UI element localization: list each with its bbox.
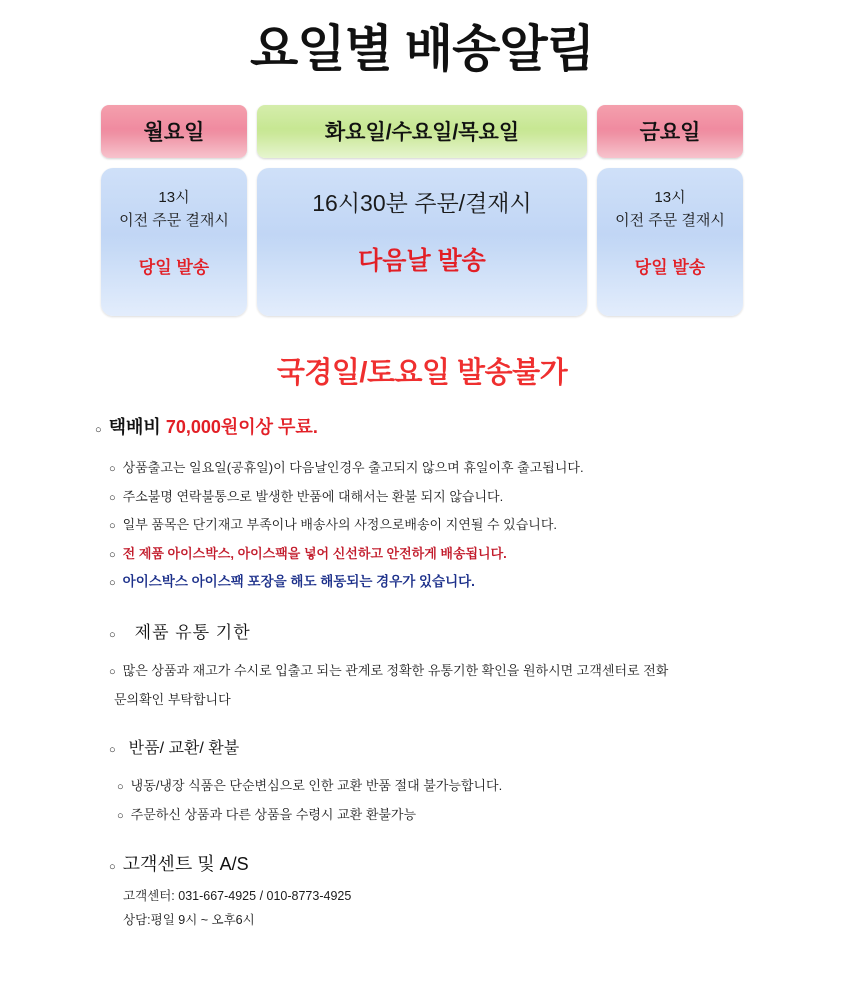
list-item — [95, 487, 749, 507]
time-line2-monday: 이전 주문 결재시 — [119, 212, 229, 230]
time-line1-midweek: 16시30분 주문/결재시 — [312, 190, 532, 216]
day-box-monday — [101, 105, 247, 158]
bullet-circle-icon: ○ — [109, 548, 116, 561]
returns-heading: 반품/ 교환/ 환불 — [128, 740, 240, 758]
bullet-circle-icon: ○ — [109, 629, 116, 642]
support-heading: 고객센트 및 A/S — [122, 854, 249, 875]
list-item-shipping-fee — [95, 413, 749, 439]
list-item — [95, 544, 749, 564]
time-line2-friday: 이전 주문 결재시 — [615, 212, 725, 230]
list-item — [95, 458, 749, 478]
shipping-fee-highlight: 70,000원이상 무료. — [165, 417, 318, 437]
returns-note-2: 주문하신 상품과 다른 상품을 수령시 교환 환불가능 — [130, 806, 417, 822]
bullet-circle-icon: ○ — [109, 577, 116, 589]
section-heading-support — [95, 850, 749, 876]
day-label-monday: 월요일 — [143, 121, 205, 144]
body-content — [0, 413, 844, 933]
time-box-midweek — [257, 168, 587, 316]
shipping-note-3: 일부 품목은 단기재고 부족이나 배송사의 사정으로배송이 지연될 수 있습니다. — [122, 517, 558, 532]
time-box-friday — [597, 168, 743, 316]
shipping-note-thaw: 아이스박스 아이스팩 포장을 해도 해동되는 경우가 있습니다. — [122, 574, 475, 589]
result-friday: 당일 발송 — [634, 257, 706, 277]
returns-note-1: 냉동/냉장 식품은 단순변심으로 인한 교환 반품 절대 불가능합니다. — [130, 778, 503, 794]
time-detail-row — [0, 168, 844, 316]
bullet-circle-icon: ○ — [109, 520, 116, 532]
list-item — [95, 776, 749, 796]
bullet-circle-icon: ○ — [95, 424, 102, 436]
section-heading-expiry — [95, 618, 749, 643]
time-box-monday — [101, 168, 247, 316]
bullet-circle-icon: ○ — [109, 666, 116, 679]
bullet-circle-icon: ○ — [117, 809, 124, 822]
shipping-note-2: 주소불명 연락불통으로 발생한 반품에 대해서는 환불 되지 않습니다. — [122, 488, 504, 504]
day-box-friday — [597, 105, 743, 158]
result-monday: 당일 발송 — [138, 257, 210, 277]
holiday-notice: 국경일/토요일 발송불가 — [276, 357, 568, 389]
shipping-note-icebox: 전 제품 아이스박스, 아이스팩을 넣어 신선하고 안전하게 배송됩니다. — [122, 545, 507, 561]
expiry-body-line2: 문의확인 부탁합니다 — [114, 691, 231, 707]
expiry-heading: 제품 유통 기한 — [134, 623, 251, 643]
time-line1-friday: 13시 — [654, 189, 686, 206]
bullet-circle-icon: ○ — [109, 491, 116, 504]
day-label-friday: 금요일 — [639, 121, 701, 144]
support-hours: 상담:평일 9시 ~ 오후6시 — [123, 913, 255, 927]
expiry-body-line1: 많은 상품과 재고가 수시로 입출고 되는 관계로 정확한 유통기한 확인을 원하시면 고객센터로 전화 — [122, 663, 669, 679]
bullet-circle-icon: ○ — [109, 861, 116, 874]
time-line1-monday: 13시 — [158, 189, 190, 206]
support-phone: 고객센터: 031-667-4925 / 010-8773-4925 — [123, 889, 352, 904]
day-label-midweek: 화요일/수요일/목요일 — [324, 121, 520, 144]
section-heading-returns — [95, 735, 749, 758]
bullet-circle-icon: ○ — [109, 463, 116, 475]
day-header-row — [0, 105, 844, 158]
bullet-circle-icon: ○ — [109, 744, 116, 757]
shipping-fee-text — [109, 413, 749, 439]
bullet-circle-icon: ○ — [117, 781, 124, 794]
page-title: 요일별 배송알림 — [250, 21, 594, 77]
shipping-note-1: 상품출고는 일요일(공휴일)이 다음날인경우 출고되지 않으며 휴일이후 출고됩니다. — [122, 460, 584, 475]
list-item — [95, 661, 749, 681]
list-item — [95, 572, 749, 592]
day-box-midweek — [257, 105, 587, 158]
list-item — [95, 805, 749, 825]
result-midweek: 다음날 발송 — [358, 246, 486, 275]
shipping-fee-label: 택배비 — [108, 417, 166, 437]
list-item — [95, 515, 749, 535]
